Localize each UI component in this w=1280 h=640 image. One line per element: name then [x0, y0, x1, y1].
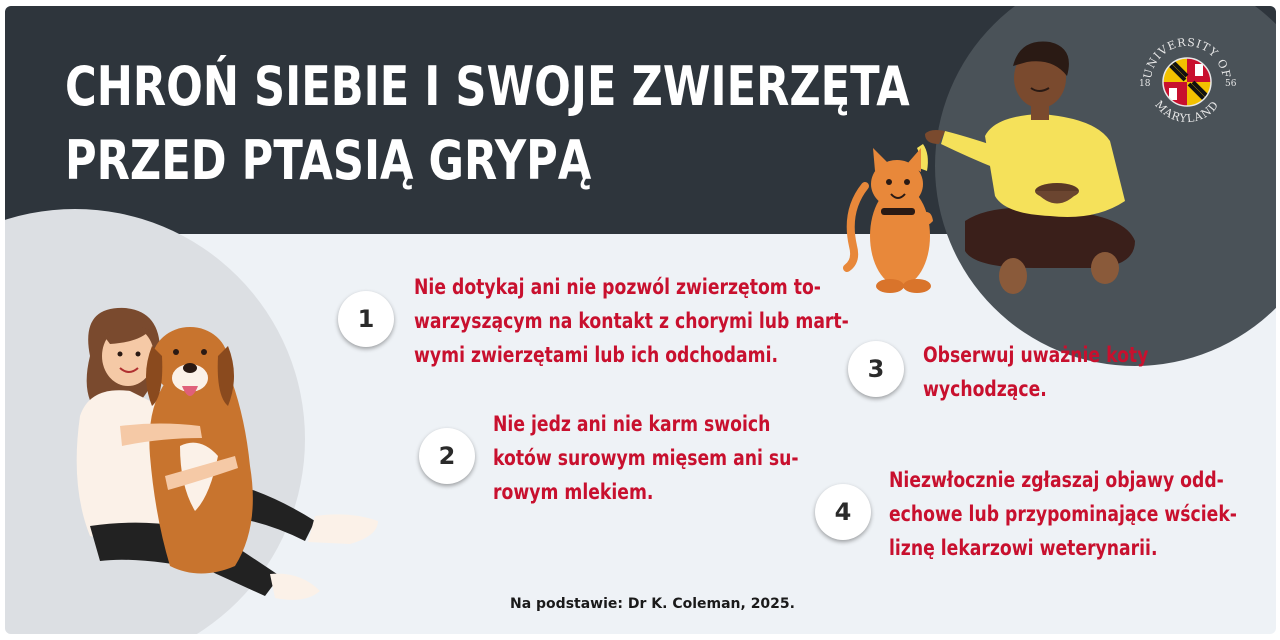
woman-hugging-dog-icon: [60, 306, 390, 606]
step-1-line-3: wymi zwierzętami lub ich odchodami.: [414, 343, 779, 367]
title-line-2: PRZED PTASIĄ GRYPĄ: [65, 129, 592, 192]
step-4-line-3: liznę lekarzowi weterynarii.: [889, 536, 1158, 560]
step-1-line-1: Nie dotykaj ani nie pozwól zwierzętom to-: [414, 275, 821, 299]
step-2-line-2: kotów surowym mięsem ani su-: [493, 446, 799, 470]
step-4-number-badge: 4: [815, 484, 871, 540]
step-3-line-2: wychodzące.: [923, 377, 1047, 401]
source-citation: Na podstawie: Dr K. Coleman, 2025.: [510, 596, 795, 612]
step-1-number-badge: 1: [338, 291, 394, 347]
infographic-card: [5, 6, 1276, 634]
step-2-number-badge: 2: [419, 428, 475, 484]
svg-text:UNIVERSITY OF: UNIVERSITY OF: [1140, 35, 1233, 80]
logo-year-left: 18: [1139, 79, 1151, 89]
step-4-line-2: echowe lub przypominające wściek-: [889, 502, 1237, 526]
step-3-text: [923, 338, 1148, 406]
step-2-text: [493, 407, 799, 509]
step-3-line-1: Obserwuj uważnie koty: [923, 343, 1149, 367]
step-1-line-2: warzyszącym na kontakt z chorymi lub mart-: [414, 309, 849, 333]
step-2-line-3: rowym mlekiem.: [493, 480, 654, 504]
logo-year-right: 56: [1225, 79, 1237, 89]
title-line-1: CHROŃ SIEBIE I SWOJE ZWIERZĘTA: [65, 55, 910, 118]
man-feeding-cat-icon: [835, 36, 1155, 301]
step-4-text: [889, 463, 1237, 565]
step-3-number-badge: 3: [848, 341, 904, 397]
step-4-line-1: Niezwłocznie zgłaszaj objawy odd-: [889, 468, 1224, 492]
step-1-text: [414, 270, 849, 372]
step-2-line-1: Nie jedz ani nie karm swoich: [493, 412, 771, 436]
svg-text:MARYLAND: MARYLAND: [1152, 98, 1222, 126]
page-title: [65, 50, 910, 198]
